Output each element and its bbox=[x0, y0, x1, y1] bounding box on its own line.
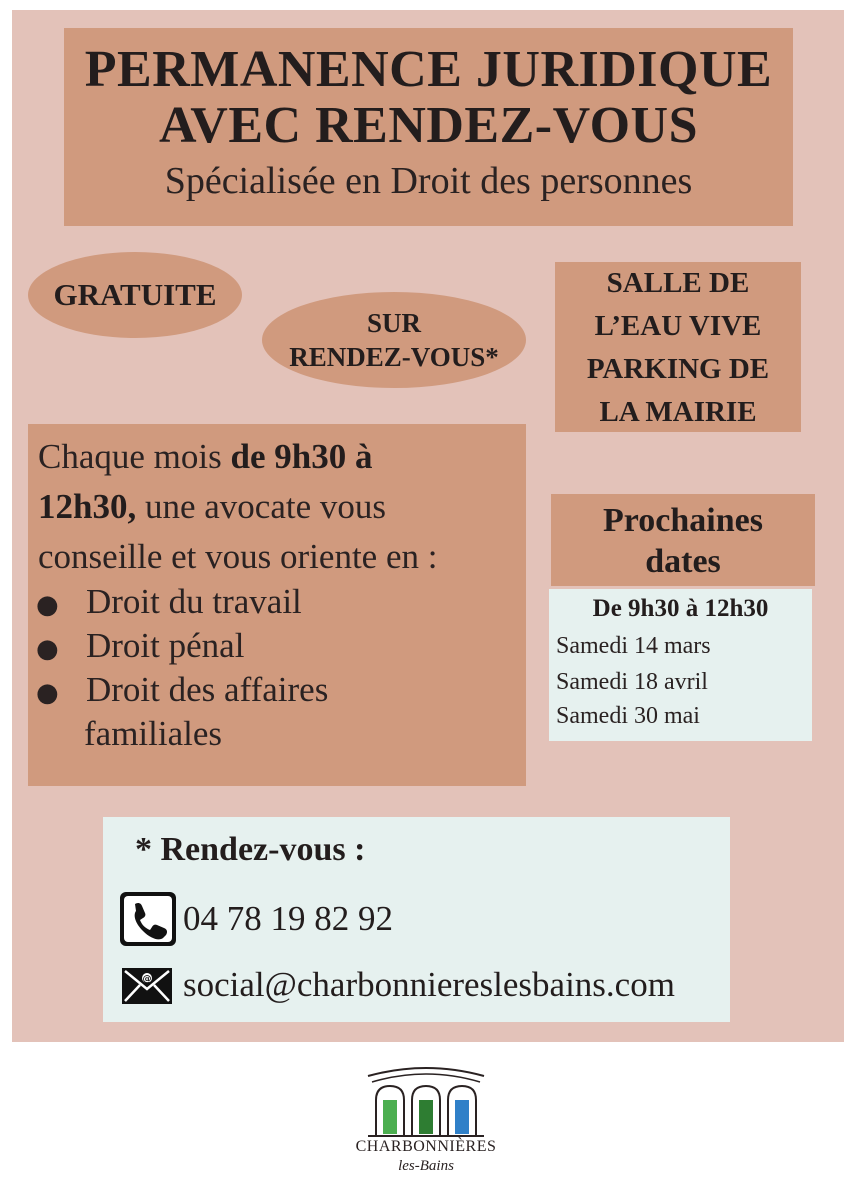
bullet-item: Droit des affaires bbox=[86, 670, 329, 709]
dates-heading-line-1: Prochaines bbox=[603, 502, 763, 539]
location-line-1: SALLE DE bbox=[606, 267, 750, 299]
email-address[interactable]: social@charbonniereslesbains.com bbox=[183, 965, 675, 1004]
gratuite-badge bbox=[28, 252, 242, 338]
title-line-1: PERMANENCE JURIDIQUE bbox=[84, 41, 773, 98]
intro-part-1: Chaque mois bbox=[38, 437, 231, 476]
location-line-4: LA MAIRIE bbox=[599, 396, 757, 428]
subtitle: Spécialisée en Droit des personnes bbox=[164, 160, 693, 202]
title-line-2: AVEC RENDEZ-VOUS bbox=[158, 97, 699, 154]
bullet-item-continued: familiales bbox=[84, 714, 223, 753]
location-box bbox=[555, 262, 801, 432]
location-line-2: L’EAU VIVE bbox=[594, 310, 762, 342]
bullet-item: Droit du travail bbox=[86, 582, 302, 621]
dates-heading-box bbox=[551, 494, 815, 586]
location-line-3: PARKING DE bbox=[586, 353, 770, 385]
contact-box bbox=[103, 817, 730, 1022]
date-item: Samedi 18 avril bbox=[556, 669, 708, 695]
bullet-item: Droit pénal bbox=[86, 626, 245, 665]
phone-icon bbox=[119, 891, 177, 947]
info-box bbox=[28, 424, 526, 786]
intro-bold-1: de 9h30 à bbox=[230, 437, 373, 476]
date-item: Samedi 30 mai bbox=[556, 703, 700, 729]
bullet-dot: ● bbox=[36, 678, 59, 708]
title-box bbox=[64, 28, 793, 226]
logo-subtitle: les-Bains bbox=[398, 1158, 454, 1174]
intro-bold-2: 12h30, bbox=[38, 487, 137, 526]
mail-icon bbox=[121, 967, 173, 1005]
arches-emblem bbox=[346, 1060, 506, 1138]
rdv-line-1: SUR bbox=[366, 308, 421, 338]
contact-title: * Rendez-vous : bbox=[135, 831, 366, 868]
town-logo bbox=[346, 1060, 506, 1190]
svg-text:@: @ bbox=[142, 974, 152, 985]
gratuite-label: GRATUITE bbox=[53, 277, 217, 312]
dates-box bbox=[549, 589, 812, 741]
logo-name: CHARBONNIÈRES bbox=[355, 1138, 497, 1155]
bullet-dot: ● bbox=[36, 590, 59, 620]
date-item: Samedi 14 mars bbox=[556, 633, 711, 659]
phone-number[interactable]: 04 78 19 82 92 bbox=[183, 899, 393, 938]
rendez-vous-badge bbox=[262, 292, 526, 388]
dates-heading-line-2: dates bbox=[645, 543, 721, 580]
intro-part-3: conseille et vous oriente en : bbox=[38, 537, 438, 576]
rdv-line-2: RENDEZ-VOUS* bbox=[289, 342, 499, 372]
bullet-dot: ● bbox=[36, 634, 59, 664]
dates-range: De 9h30 à 12h30 bbox=[592, 595, 769, 622]
info-intro bbox=[38, 432, 518, 582]
intro-part-2: une avocate vous bbox=[136, 487, 386, 526]
